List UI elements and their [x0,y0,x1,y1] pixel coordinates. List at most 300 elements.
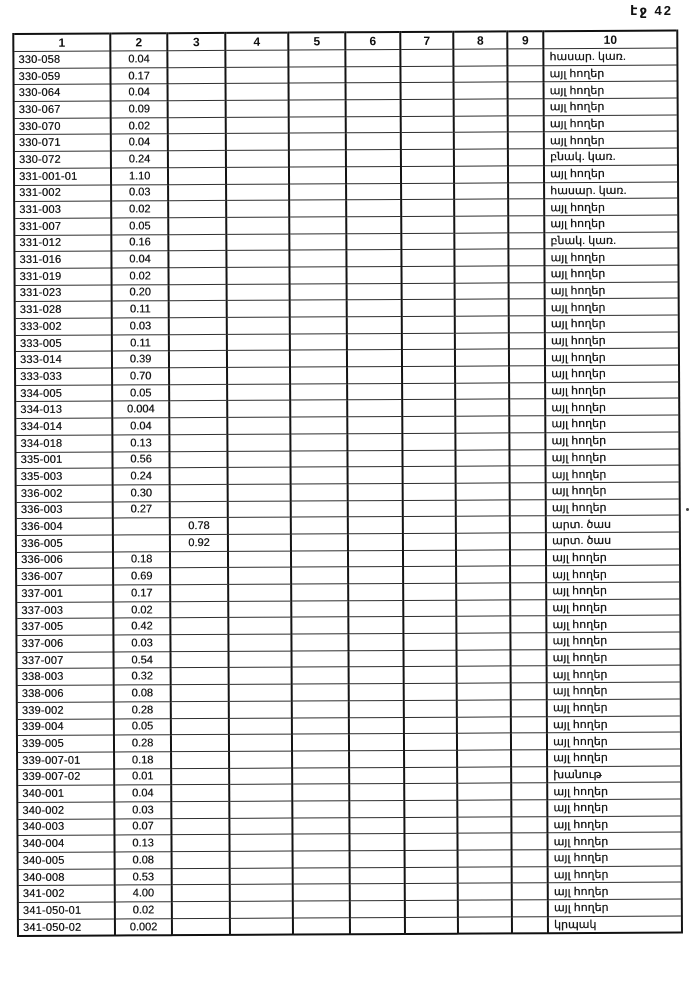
cell-empty-col6 [346,150,401,167]
cell-empty-col5 [292,734,349,751]
cell-parcel-code: 331-003 [14,201,111,218]
cell-empty-col6 [348,550,403,567]
cell-empty-col9 [509,449,545,466]
cell-col3-value [172,868,230,885]
column-header-4: 4 [225,33,288,51]
cell-col2-value: 0.08 [115,852,172,869]
cell-empty-col9 [507,49,543,66]
cell-empty-col7 [403,567,456,584]
cell-empty-col9 [508,249,544,266]
cell-landuse-label: այլ հողեր [545,432,679,449]
cell-empty-col6 [347,367,402,384]
cell-landuse-label: այլ հողեր [547,682,681,699]
cell-col2-value: 0.02 [111,201,168,218]
cell-landuse-label: այլ հողեր [546,599,680,616]
cell-parcel-code: 340-002 [17,802,114,819]
cell-parcel-code: 337-003 [16,602,113,619]
cell-col3-value [169,401,227,418]
cell-empty-col5 [290,333,347,350]
cell-empty-col8 [455,349,509,366]
cell-col2-value: 0.03 [114,802,171,819]
cell-empty-col5 [290,417,347,434]
cell-empty-col6 [347,417,402,434]
cell-empty-col7 [404,767,457,784]
cell-empty-col6 [347,433,402,450]
cell-empty-col6 [347,333,402,350]
cell-parcel-code: 337-001 [16,585,113,602]
cell-landuse-label: այլ հողեր [547,665,681,682]
cell-empty-col8 [455,383,509,400]
column-header-3: 3 [167,33,225,51]
cell-empty-col5 [293,901,350,918]
cell-empty-col4 [228,601,291,618]
land-parcel-table [12,30,683,938]
cell-col3-value [168,184,226,201]
cell-empty-col5 [289,83,346,100]
cell-parcel-code: 338-003 [17,668,114,685]
cell-empty-col9 [512,900,548,917]
cell-empty-col6 [348,483,403,500]
cell-parcel-code: 336-002 [16,485,113,502]
cell-empty-col9 [507,65,543,82]
cell-empty-col9 [508,82,544,99]
cell-empty-col9 [510,566,546,583]
cell-parcel-code: 335-001 [15,451,112,468]
column-header-8: 8 [453,31,507,49]
cell-empty-col6 [346,200,401,217]
cell-empty-col6 [349,784,404,801]
cell-empty-col4 [229,734,292,751]
cell-col3-value [167,67,225,84]
cell-empty-col4 [226,184,289,201]
cell-empty-col9 [508,199,544,216]
cell-empty-col6 [349,817,404,834]
cell-empty-col8 [457,783,511,800]
cell-col2-value: 0.05 [112,384,169,401]
cell-empty-col4 [226,167,289,184]
cell-empty-col6 [350,884,405,901]
cell-empty-col6 [345,66,400,83]
cell-col3-value [168,251,226,268]
cell-empty-col5 [289,217,346,234]
cell-col2-value: 0.42 [113,618,170,635]
cell-empty-col4 [230,851,293,868]
cell-col2-value: 0.01 [114,768,171,785]
cell-empty-col4 [226,267,289,284]
cell-col2-value: 0.04 [110,51,167,68]
cell-empty-col7 [402,400,455,417]
cell-parcel-code: 330-059 [13,68,110,85]
cell-empty-col6 [349,767,404,784]
cell-col2-value: 0.13 [114,835,171,852]
cell-empty-col8 [458,917,512,934]
cell-col3-value [168,84,226,101]
cell-empty-col6 [347,350,402,367]
cell-empty-col6 [349,834,404,851]
cell-empty-col7 [402,300,455,317]
cell-empty-col8 [454,232,508,249]
cell-parcel-code: 337-007 [17,652,114,669]
cell-empty-col6 [349,734,404,751]
cell-empty-col7 [402,433,455,450]
cell-col3-value [170,618,228,635]
cell-landuse-label: կրպակ [548,916,682,934]
cell-empty-col5 [293,884,350,901]
cell-empty-col4 [227,334,290,351]
cell-col2-value: 0.02 [111,268,168,285]
cell-col3-value: 0.92 [170,534,228,551]
cell-col3-value [168,134,226,151]
cell-landuse-label: այլ հողեր [544,131,678,148]
cell-empty-col7 [400,49,453,66]
cell-empty-col4 [229,684,292,701]
cell-parcel-code: 330-071 [14,134,111,151]
cell-empty-col5 [293,918,350,935]
cell-empty-col4 [228,501,291,518]
cell-col2-value: 0.04 [111,84,168,101]
cell-landuse-label: այլ հողեր [544,115,678,132]
cell-empty-col9 [510,633,546,650]
cell-empty-col4 [226,117,289,134]
cell-empty-col8 [457,733,511,750]
cell-empty-col5 [291,467,348,484]
cell-empty-col9 [510,583,546,600]
cell-col2-value: 0.03 [113,635,170,652]
cell-col2-value: 0.18 [113,551,170,568]
cell-empty-col5 [291,484,348,501]
cell-empty-col9 [509,433,545,450]
cell-landuse-label: այլ հողեր [545,282,679,299]
cell-empty-col4 [230,918,293,936]
cell-empty-col9 [510,499,546,516]
cell-empty-col4 [229,834,292,851]
cell-empty-col4 [226,217,289,234]
cell-col3-value [169,351,227,368]
cell-empty-col4 [229,801,292,818]
cell-landuse-label: հասար. կառ. [543,48,677,65]
cell-empty-col5 [289,267,346,284]
cell-empty-col5 [289,250,346,267]
cell-empty-col5 [292,784,349,801]
cell-empty-col8 [457,716,511,733]
cell-empty-col9 [510,616,546,633]
cell-empty-col4 [228,467,291,484]
cell-empty-col5 [291,550,348,567]
cell-parcel-code: 333-014 [15,351,112,368]
cell-empty-col5 [289,167,346,184]
cell-empty-col5 [289,200,346,217]
cell-empty-col5 [290,434,347,451]
cell-empty-col4 [227,400,290,417]
cell-empty-col6 [349,650,404,667]
cell-empty-col7 [403,466,456,483]
cell-empty-col9 [511,783,547,800]
column-header-2: 2 [110,33,167,51]
cell-col2-value: 0.04 [114,785,171,802]
cell-empty-col8 [456,550,510,567]
cell-col2-value: 0.18 [114,752,171,769]
cell-empty-col8 [457,766,511,783]
cell-col2-value: 0.13 [112,435,169,452]
cell-empty-col6 [349,750,404,767]
cell-empty-col7 [403,550,456,567]
cell-col2-value [113,518,170,535]
cell-col2-value: 0.04 [111,251,168,268]
cell-landuse-label: այլ հողեր [546,632,680,649]
cell-col2-value: 0.32 [114,668,171,685]
cell-col2-value: 0.39 [112,351,169,368]
cell-landuse-label: արտ. ծաս [546,532,680,549]
cell-empty-col9 [510,533,546,550]
cell-col2-value: 0.03 [111,184,168,201]
cell-empty-col9 [510,516,546,533]
cell-empty-col5 [291,517,348,534]
cell-parcel-code: 339-004 [17,718,114,735]
cell-landuse-label: այլ հողեր [544,165,678,182]
cell-empty-col8 [457,666,511,683]
cell-empty-col7 [404,783,457,800]
cell-empty-col8 [454,249,508,266]
cell-col2-value: 0.02 [111,117,168,134]
cell-empty-col9 [508,149,544,166]
cell-empty-col8 [453,66,507,83]
cell-empty-col5 [289,133,346,150]
cell-empty-col7 [403,483,456,500]
cell-parcel-code: 330-070 [14,118,111,135]
cell-col3-value [168,234,226,251]
cell-empty-col6 [349,800,404,817]
cell-col2-value: 0.11 [112,301,169,318]
cell-empty-col4 [230,868,293,885]
cell-parcel-code: 333-002 [15,318,112,335]
cell-empty-col5 [291,634,348,651]
cell-empty-col5 [291,617,348,634]
cell-empty-col4 [227,284,290,301]
cell-empty-col7 [405,884,458,901]
cell-col3-value [171,801,229,818]
cell-empty-col8 [458,867,512,884]
cell-empty-col6 [346,216,401,233]
cell-col2-value: 4.00 [115,885,172,902]
cell-col3-value [168,117,226,134]
cell-empty-col8 [457,833,511,850]
cell-empty-col6 [348,500,403,517]
cell-col2-value: 0.27 [113,501,170,518]
cell-empty-col5 [290,300,347,317]
cell-landuse-label: այլ հողեր [546,465,680,482]
cell-empty-col9 [511,716,547,733]
cell-col2-value: 0.24 [111,151,168,168]
cell-empty-col5 [292,651,349,668]
cell-landuse-label: այլ հողեր [547,699,681,716]
cell-col2-value: 1.10 [111,168,168,185]
cell-empty-col8 [456,499,510,516]
cell-empty-col5 [292,684,349,701]
cell-landuse-label: այլ հողեր [547,832,681,849]
cell-empty-col4 [226,100,289,117]
cell-col3-value [171,718,229,735]
cell-empty-col4 [227,451,290,468]
cell-empty-col5 [291,567,348,584]
cell-empty-col6 [350,917,405,934]
cell-landuse-label: այլ հողեր [547,749,681,766]
cell-empty-col8 [456,616,510,633]
cell-empty-col7 [404,834,457,851]
cell-landuse-label: այլ հողեր [546,549,680,566]
cell-parcel-code: 331-001-01 [14,168,111,185]
cell-landuse-label: այլ հողեր [546,615,680,632]
cell-empty-col6 [348,634,403,651]
cell-empty-col8 [455,316,509,333]
cell-empty-col9 [508,166,544,183]
cell-empty-col4 [225,50,288,67]
cell-empty-col5 [289,233,346,250]
cell-empty-col7 [404,717,457,734]
cell-empty-col8 [454,149,508,166]
cell-empty-col8 [456,633,510,650]
cell-empty-col6 [347,283,402,300]
cell-empty-col8 [454,99,508,116]
cell-empty-col5 [290,450,347,467]
cell-empty-col8 [457,750,511,767]
cell-col3-value [170,501,228,518]
cell-empty-col8 [456,483,510,500]
cell-col3-value [169,384,227,401]
cell-parcel-code: 334-018 [15,435,112,452]
cell-empty-col9 [508,266,544,283]
cell-col3-value [170,634,228,651]
cell-landuse-label: այլ հողեր [545,382,679,399]
cell-empty-col4 [227,300,290,317]
cell-col3-value [171,668,229,685]
cell-col2-value: 0.03 [112,318,169,335]
cell-parcel-code: 340-001 [17,785,114,802]
cell-empty-col7 [401,116,454,133]
cell-empty-col9 [509,399,545,416]
column-header-6: 6 [345,32,400,50]
cell-empty-col6 [346,233,401,250]
cell-col3-value [169,434,227,451]
cell-empty-col6 [348,533,403,550]
cell-col3-value [172,851,230,868]
cell-col3-value [167,50,225,67]
cell-empty-col6 [350,850,405,867]
cell-empty-col7 [401,266,454,283]
cell-parcel-code: 339-005 [17,735,114,752]
cell-empty-col7 [402,283,455,300]
cell-empty-col5 [292,817,349,834]
cell-col2-value: 0.004 [112,401,169,418]
cell-empty-col6 [346,183,401,200]
cell-empty-col5 [293,851,350,868]
cell-col3-value [172,885,230,902]
cell-col2-value: 0.11 [112,334,169,351]
cell-empty-col4 [228,617,291,634]
cell-landuse-label: այլ հողեր [546,649,680,666]
cell-empty-col7 [403,500,456,517]
cell-empty-col7 [401,199,454,216]
cell-landuse-label: այլ հողեր [544,98,678,115]
cell-empty-col6 [349,717,404,734]
cell-empty-col4 [227,367,290,384]
cell-empty-col8 [454,116,508,133]
cell-empty-col8 [456,533,510,550]
cell-empty-col4 [226,250,289,267]
cell-empty-col9 [510,649,546,666]
cell-empty-col7 [403,516,456,533]
cell-parcel-code: 336-004 [16,518,113,535]
cell-empty-col5 [292,801,349,818]
cell-empty-col4 [229,667,292,684]
cell-col2-value: 0.02 [115,902,172,919]
cell-empty-col5 [290,367,347,384]
cell-parcel-code: 335-003 [16,468,113,485]
cell-empty-col5 [288,66,345,83]
cell-empty-col9 [508,182,544,199]
cell-empty-col4 [227,350,290,367]
cell-empty-col9 [508,115,544,132]
cell-empty-col6 [349,667,404,684]
cell-empty-col6 [348,467,403,484]
cell-col3-value [170,484,228,501]
cell-empty-col9 [510,483,546,500]
cell-empty-col9 [511,816,547,833]
cell-landuse-label: այլ հողեր [544,248,678,265]
cell-parcel-code: 338-006 [17,685,114,702]
cell-landuse-label: այլ հողեր [546,582,680,599]
cell-empty-col6 [349,700,404,717]
page-number-label: էջ 42 [630,3,673,18]
cell-empty-col6 [348,617,403,634]
cell-empty-col6 [350,867,405,884]
cell-empty-col9 [512,850,548,867]
cell-empty-col7 [402,450,455,467]
cell-empty-col8 [455,433,509,450]
cell-parcel-code: 333-033 [15,368,112,385]
cell-empty-col9 [508,99,544,116]
cell-col3-value [168,217,226,234]
cell-empty-col4 [228,567,291,584]
cell-empty-col7 [402,416,455,433]
cell-empty-col8 [454,82,508,99]
cell-parcel-code: 339-007-01 [17,752,114,769]
cell-col2-value: 0.04 [111,134,168,151]
cell-empty-col6 [347,300,402,317]
cell-col3-value [168,267,226,284]
cell-empty-col6 [346,116,401,133]
cell-empty-col7 [404,817,457,834]
cell-col3-value [170,601,228,618]
cell-col3-value [170,584,228,601]
cell-empty-col7 [401,183,454,200]
cell-empty-col7 [405,917,458,934]
cell-col3-value [171,651,229,668]
cell-empty-col4 [228,584,291,601]
cell-empty-col4 [229,701,292,718]
cell-empty-col9 [512,866,548,883]
cell-parcel-code: 330-072 [14,151,111,168]
cell-empty-col6 [346,83,401,100]
cell-empty-col9 [509,366,545,383]
cell-empty-col8 [456,566,510,583]
cell-empty-col7 [404,800,457,817]
cell-parcel-code: 341-050-02 [18,919,115,937]
cell-empty-col7 [401,216,454,233]
cell-empty-col8 [453,49,507,66]
cell-empty-col7 [401,166,454,183]
cell-col2-value: 0.05 [111,218,168,235]
cell-col2-value: 0.28 [114,735,171,752]
